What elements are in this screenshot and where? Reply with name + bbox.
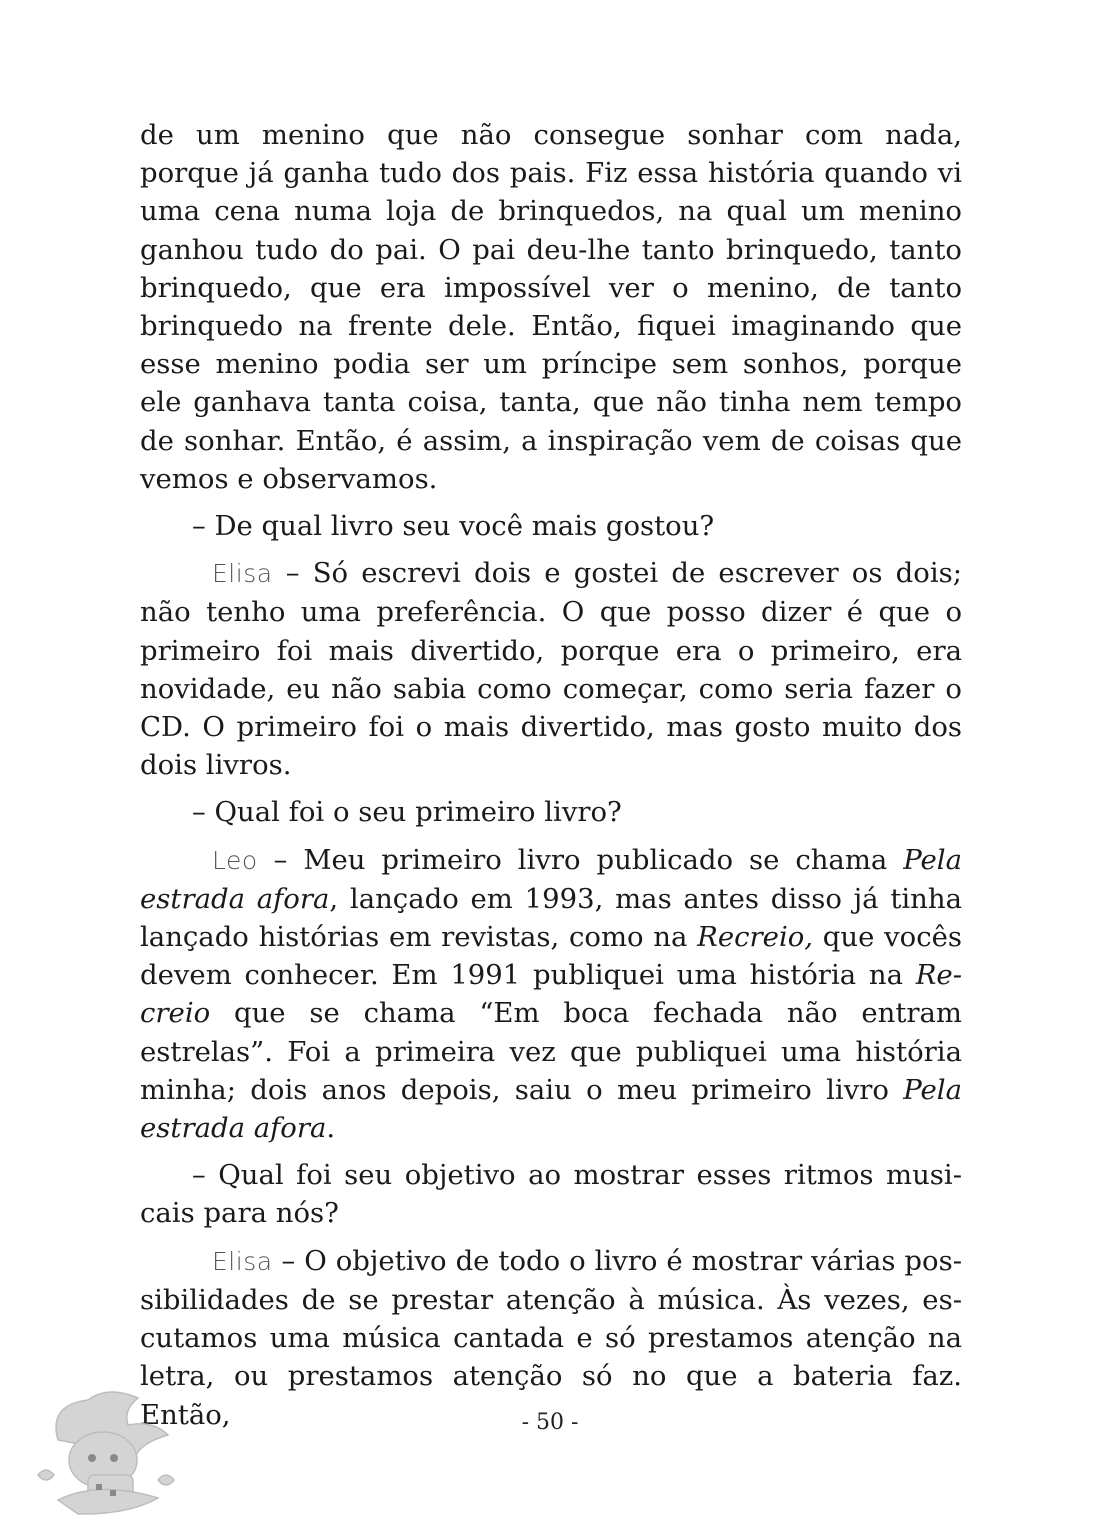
question-paragraph (140, 507, 962, 545)
paragraph-text: , lançado em 1993, mas antes disso já tinha lançado histórias em revistas, como na (140, 882, 962, 954)
paragraph-text: – De qual livro seu você mais gostou? (192, 510, 715, 543)
paragraph-text: – Qual foi o seu primeiro livro? (192, 796, 622, 829)
answer-paragraph (140, 841, 962, 1148)
paragraph-text: . (326, 1112, 336, 1145)
answer-paragraph (140, 554, 962, 784)
page-body-text (140, 116, 962, 1443)
italic-title-text: Recreio (140, 959, 962, 1030)
paragraph-text: – Só escrevi dois e gostei de escrever os dois; não tenho uma preferência. O que posso dizer é que o primeiro foi mais divertido, porque era o primeiro, era novidade, eu não sabia como começar, como seria fazer o CD. O primeiro foi o mais divertido, mas gosto muito dos dois livros. (140, 557, 962, 782)
paragraph-text: que se chama “Em boca fechada não entram estrelas”. Foi a primeira vez que publiquei uma história minha; dois anos depois, saiu o meu primeiro livro (140, 997, 962, 1106)
italic-title-text: Recreio, (697, 921, 814, 954)
text-paragraph (140, 116, 962, 498)
page-number: - 50 - (521, 1410, 579, 1435)
paragraph-text: que vocês devem conhecer. Em 1991 publiquei uma história na (140, 921, 962, 992)
question-paragraph (140, 1156, 962, 1232)
paragraph-text: – Qual foi seu objetivo ao mostrar esses ritmos musicais para nós? (140, 1159, 962, 1230)
answer-paragraph (140, 1242, 962, 1434)
question-paragraph (140, 793, 962, 831)
paragraph-text: – Meu primeiro livro publicado se chama (257, 843, 904, 876)
italic-title-text: Pela estrada afora (140, 843, 962, 915)
speaker-name: Elisa (212, 559, 273, 589)
paragraph-text: – O objetivo de todo o livro é mostrar várias possibilidades de se prestar atenção à música. Às vezes, escutamos uma música cantada e só prestamos atenção na letra, ou prestamos atenção só no que a bateria faz. Então, (140, 1244, 962, 1431)
paragraph-text: de um menino que não consegue sonhar com nada, porque já ganha tudo dos pais. Fiz essa história quando vi uma cena numa loja de brinquedos, na qual um menino ganhou tudo do pai. O pai deu-lhe tanto brinquedo, tanto brinquedo, que era impossível ver o menino, de tanto brinquedo na frente dele. Então, fiquei imaginando que esse menino podia ser um príncipe sem sonhos, porque ele ganhava tanta coisa, tanta, que não tinha nem tempo de sonhar. Então, é assim, a inspiração vem de coisas que vemos e observamos. (140, 119, 962, 495)
speaker-name: Elisa (212, 1246, 273, 1276)
speaker-name: Leo (212, 845, 258, 875)
italic-title-text: Pela estrada afora (140, 1073, 962, 1145)
jester-mascot-icon (18, 1380, 188, 1520)
